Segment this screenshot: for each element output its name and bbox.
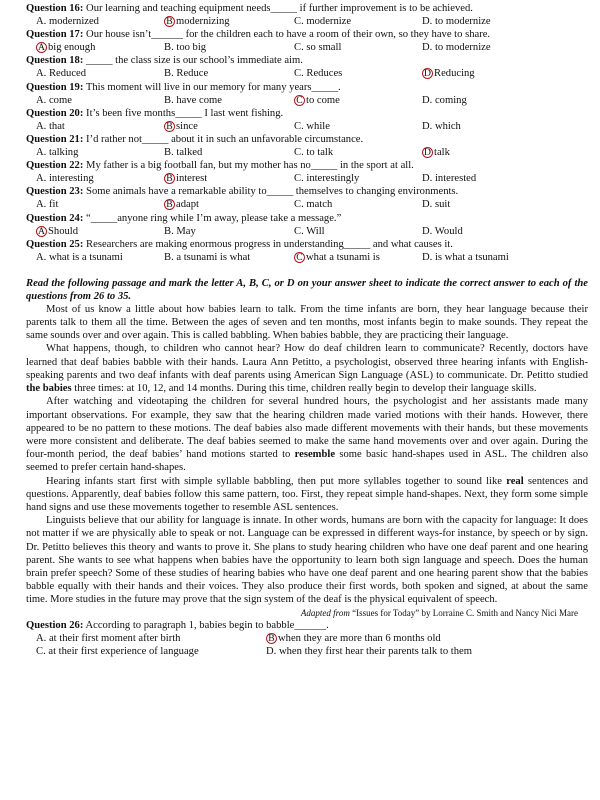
selected-answer-circle: C xyxy=(294,252,305,263)
option-text: when they are more than 6 months old xyxy=(278,632,441,644)
answer-options xyxy=(36,94,588,107)
option-letter: B. xyxy=(164,42,174,54)
answer-option-c[interactable] xyxy=(294,41,422,54)
option-text: modernize xyxy=(306,16,352,28)
para4-part-c: sentences and questions. Apparently, deaf babies follow this same pattern, too. First, they repeat simple hand-shapes. Next, they form some simple hand signs and use these movements together to resemble ASL sentences. xyxy=(26,475,588,513)
option-text: so small xyxy=(306,42,342,54)
passage-paragraph-3 xyxy=(26,395,588,474)
question-18 xyxy=(26,54,588,67)
option-letter: C. xyxy=(294,147,304,159)
answer-options xyxy=(36,225,588,238)
option-letter: A. xyxy=(36,632,47,644)
question-text: According to paragraph 1, babies begin to babble______. xyxy=(85,619,329,631)
answer-option-d[interactable] xyxy=(422,15,491,28)
selected-answer-circle: D xyxy=(422,147,433,158)
option-text: modernizing xyxy=(176,16,230,28)
answer-options xyxy=(36,67,588,80)
question-26-options xyxy=(36,632,588,658)
selected-answer-circle: B xyxy=(164,173,175,184)
option-letter: D. xyxy=(422,120,433,132)
answer-options xyxy=(36,41,588,54)
passage-paragraph-4 xyxy=(26,475,588,515)
option-text: which xyxy=(434,120,461,132)
option-text: Reduced xyxy=(48,68,87,80)
option-text: too big xyxy=(176,42,207,54)
option-letter: B. xyxy=(164,94,174,106)
option-letter: A. xyxy=(36,199,47,211)
option-letter: D. xyxy=(422,173,433,185)
option-text: is what a tsunami xyxy=(434,251,509,263)
option-text: Should xyxy=(48,225,79,237)
option-text: coming xyxy=(434,94,467,106)
para4-part-a: Hearing infants start first with simple syllable babbling, then put more syllables together to sound like xyxy=(46,475,507,487)
option-letter: B. xyxy=(164,147,174,159)
option-text: to modernize xyxy=(434,42,491,54)
selected-answer-circle: B xyxy=(164,16,175,27)
para2-keyword: the babies xyxy=(26,383,72,395)
question-23 xyxy=(26,185,588,198)
para2-part-a: What happens, though, to children who cannot hear? How do deaf children learn to communicate? Recently, doctors have learned that deaf babies babble with their hands. Laura Ann Petitto, a psychologist, observed three hearing infants with English-speaking parents and two deaf infants with deaf parents using American Sign Language (ASL) to communicate. Dr. Petitto studied xyxy=(26,343,588,381)
answer-option-b[interactable] xyxy=(266,632,586,645)
option-letter: C. xyxy=(294,120,304,132)
answer-option-b[interactable] xyxy=(164,146,294,159)
answer-option-b[interactable] xyxy=(164,120,294,133)
question-number: Question 25: xyxy=(26,238,84,250)
option-letter: B. xyxy=(164,225,174,237)
answer-option-c[interactable] xyxy=(294,15,422,28)
para3-part-c: some basic hand-shapes used in ASL. The children also seemed to prefer certain hand-shapes. xyxy=(26,449,588,474)
answer-option-d[interactable] xyxy=(422,251,509,264)
answer-options xyxy=(36,146,588,159)
source-prefix: Adapted from xyxy=(300,607,353,618)
option-text: adapt xyxy=(176,199,199,211)
question-21 xyxy=(26,133,588,146)
option-text: Reduces xyxy=(306,68,343,80)
option-letter: D. xyxy=(422,225,433,237)
option-letter: B. xyxy=(164,251,174,263)
option-text: May xyxy=(176,225,196,237)
answer-option-d[interactable] xyxy=(422,225,463,238)
option-letter: A. xyxy=(36,120,47,132)
selected-answer-circle: B xyxy=(164,199,175,210)
question-20 xyxy=(26,107,588,120)
question-text: _____ the class size is our school’s immediate aim. xyxy=(86,55,303,67)
answer-option-d[interactable] xyxy=(422,146,450,159)
para4-keyword: real xyxy=(506,475,524,487)
selected-answer-circle: C xyxy=(294,95,305,106)
answer-options xyxy=(36,172,588,185)
answer-options xyxy=(36,198,588,211)
option-letter: A. xyxy=(36,16,47,28)
option-text: Would xyxy=(434,225,463,237)
answer-option-c[interactable] xyxy=(294,198,422,211)
option-text: come xyxy=(48,94,72,106)
option-letter: D. xyxy=(422,251,433,263)
option-text: suit xyxy=(434,199,451,211)
question-number: Question 24: xyxy=(26,212,84,224)
answer-option-b[interactable] xyxy=(164,41,294,54)
question-text: Some animals have a remarkable ability to_____ themselves to changing environments. xyxy=(86,186,459,198)
answer-option-a[interactable] xyxy=(36,172,164,185)
answer-option-c[interactable] xyxy=(294,251,422,264)
para3-part-a: After watching and videotaping the children for several hundred hours, the psychologist and her assistants made many important observations. For example, they saw that the hearing children made varied motions with their hands. However, there appeared to be no pattern to these motions. The deaf babies also made different movements with their hands, but these movements were more consistent and deliberate. The deaf babies seemed to make the same hand movements over and over again. During the four-month period, the deaf babies’ hand motions started to xyxy=(26,396,588,461)
selected-answer-circle: B xyxy=(164,121,175,132)
option-text: to come xyxy=(306,94,340,106)
option-letter: D. xyxy=(422,42,433,54)
option-letter: B. xyxy=(164,68,174,80)
answer-option-b[interactable] xyxy=(164,225,294,238)
answer-options xyxy=(36,120,588,133)
selected-answer-circle: A xyxy=(36,226,47,237)
question-number: Question 21: xyxy=(26,133,84,145)
passage-source xyxy=(26,607,578,619)
passage-paragraph-2 xyxy=(26,342,588,395)
para2-part-c: three times: at 10, 12, and 14 months. During this time, children really begin to develop their language skills. xyxy=(71,383,537,395)
answer-option-d[interactable] xyxy=(422,67,475,80)
option-text: match xyxy=(306,199,333,211)
option-text: Will xyxy=(306,225,325,237)
option-text: talking xyxy=(48,147,79,159)
question-22 xyxy=(26,159,588,172)
option-text: when they first hear their parents talk to them xyxy=(278,645,472,657)
option-text: to modernize xyxy=(434,16,491,28)
option-text: interested xyxy=(434,173,477,185)
question-26 xyxy=(26,619,588,632)
answer-option-b[interactable] xyxy=(164,67,294,80)
answer-option-c[interactable] xyxy=(294,146,422,159)
para3-keyword: resemble xyxy=(294,449,336,461)
passage-paragraph-1: Most of us know a little about how babies learn to talk. From the time infants are born, they hear language because their parents talk to them all the time. Between the ages of seven and ten months, most infants begin to make sounds. They repeat the same sounds over and over again. This is called babbling. When babies babble, they are practicing their language. xyxy=(26,303,588,342)
question-text: I’d rather not_____ about it in such an unfavorable circumstance. xyxy=(86,133,364,145)
question-number: Question 20: xyxy=(26,107,84,119)
option-text: big enough xyxy=(48,42,96,54)
option-text: at their first experience of language xyxy=(48,645,199,657)
selected-answer-circle: B xyxy=(266,633,277,644)
option-text: interestingly xyxy=(306,173,360,185)
option-text: talk xyxy=(434,147,450,159)
answer-options xyxy=(36,15,588,28)
option-text: to talk xyxy=(306,147,334,159)
question-text: “_____anyone ring while I’m away, please take a message.” xyxy=(86,212,342,224)
option-text: Reducing xyxy=(434,68,475,80)
selected-answer-circle: D xyxy=(422,68,433,79)
option-letter: C. xyxy=(294,173,304,185)
answer-options xyxy=(36,251,588,264)
option-letter: C. xyxy=(294,68,304,80)
option-text: that xyxy=(48,120,65,132)
option-text: have come xyxy=(176,94,222,106)
answer-option-c[interactable] xyxy=(36,645,266,658)
option-text: what a tsunami is xyxy=(306,251,380,263)
answer-option-a[interactable] xyxy=(36,198,164,211)
option-letter: C. xyxy=(36,645,46,657)
option-letter: C. xyxy=(294,199,304,211)
option-letter: D. xyxy=(422,16,433,28)
option-letter: D. xyxy=(266,645,277,657)
answer-option-b[interactable] xyxy=(164,172,294,185)
question-text: This moment will live in our memory for many years_____. xyxy=(85,81,341,93)
question-16 xyxy=(26,2,588,15)
option-text: Reduce xyxy=(176,68,209,80)
option-text: modernized xyxy=(48,16,99,28)
answer-option-c[interactable] xyxy=(294,172,422,185)
option-letter: A. xyxy=(36,68,47,80)
option-letter: A. xyxy=(36,173,47,185)
passage-instruction: Read the following passage and mark the letter A, B, C, or D on your answer sheet to indicate the correct answer to each of the questions from 26 to 35. xyxy=(26,277,588,302)
answer-option-b[interactable] xyxy=(164,198,294,211)
question-text: It’s been five months_____ I last went fishing. xyxy=(86,107,284,119)
question-number: Question 23: xyxy=(26,186,84,198)
source-authors: by Lorraine C. Smith and Nancy Nici Mare xyxy=(419,607,578,618)
answer-option-a[interactable] xyxy=(36,251,164,264)
answer-option-b[interactable] xyxy=(164,251,294,264)
question-number: Question 19: xyxy=(26,81,84,93)
selected-answer-circle: A xyxy=(36,42,47,53)
question-number: Question 18: xyxy=(26,55,84,67)
question-number: Question 16: xyxy=(26,3,84,14)
option-letter: D. xyxy=(422,199,433,211)
answer-option-a[interactable] xyxy=(36,632,266,645)
option-text: what is a tsunami xyxy=(48,251,123,263)
question-25 xyxy=(26,238,588,251)
answer-option-a[interactable] xyxy=(36,146,164,159)
question-19 xyxy=(26,81,588,94)
answer-option-b[interactable] xyxy=(164,94,294,107)
answer-option-d[interactable] xyxy=(422,94,467,107)
option-letter: A. xyxy=(36,147,47,159)
answer-option-d[interactable] xyxy=(266,645,586,658)
question-number: Question 26: xyxy=(26,619,84,631)
option-letter: C. xyxy=(294,16,304,28)
option-letter: C. xyxy=(294,225,304,237)
answer-option-a[interactable] xyxy=(36,15,164,28)
answer-option-c[interactable] xyxy=(294,94,422,107)
question-text: My father is a big football fan, but my mother has no_____ in the sport at all. xyxy=(86,160,414,172)
answer-option-b[interactable] xyxy=(164,15,294,28)
answer-option-a[interactable] xyxy=(36,120,164,133)
question-text: Our house isn’t______ for the children each to have a room of their own, so they have to share. xyxy=(86,29,491,41)
answer-option-c[interactable] xyxy=(294,225,422,238)
answer-option-d[interactable] xyxy=(422,41,491,54)
question-list xyxy=(26,2,588,264)
option-text: since xyxy=(176,120,198,132)
option-text: at their first moment after birth xyxy=(48,632,181,644)
option-letter: C. xyxy=(294,42,304,54)
question-number: Question 22: xyxy=(26,160,84,172)
answer-option-c[interactable] xyxy=(294,67,422,80)
option-letter: A. xyxy=(36,94,47,106)
question-number: Question 17: xyxy=(26,29,84,41)
option-letter: A. xyxy=(36,251,47,263)
question-24 xyxy=(26,212,588,225)
answer-option-d[interactable] xyxy=(422,120,461,133)
answer-option-a[interactable] xyxy=(36,94,164,107)
option-text: a tsunami is what xyxy=(176,251,251,263)
answer-option-d[interactable] xyxy=(422,198,450,211)
option-text: interest xyxy=(176,173,208,185)
question-17 xyxy=(26,28,588,41)
answer-option-a[interactable] xyxy=(36,41,164,54)
option-text: talked xyxy=(176,147,203,159)
option-text: while xyxy=(306,120,330,132)
answer-option-a[interactable] xyxy=(36,67,164,80)
source-title: “Issues for Today” xyxy=(352,607,420,618)
option-text: interesting xyxy=(48,173,94,185)
option-letter: D. xyxy=(422,94,433,106)
option-text: fit xyxy=(48,199,59,211)
question-text: Researchers are making enormous progress in understanding_____ and what causes it. xyxy=(86,238,453,250)
answer-option-d[interactable] xyxy=(422,172,476,185)
answer-option-c[interactable] xyxy=(294,120,422,133)
question-text: Our learning and teaching equipment needs_____ if further improvement is to be achieved. xyxy=(86,3,473,14)
answer-option-a[interactable] xyxy=(36,225,164,238)
passage-paragraph-5: Linguists believe that our ability for language is innate. In other words, humans are born with the capacity for language: It does not matter if we are physically able to speak or not. Language can be expressed in different ways-for instance, by speech or by sign. Dr. Petitto believes this theory and wants to prove it. She plans to study hearing children who have one deaf parent and one hearing parent. She wants to see what happens when babies have the opportunity to learn both sign language and speech. Does the human brain prefer speech? Some of these studies of hearing babies who have one deaf parent and one hearing parent show that the babies babble equally with their hands and their voices. They also produce their first words, both spoken and signed, at about the same time. More studies in the future may prove that the sign system of the deaf is the physical equivalent of speech. xyxy=(26,515,588,606)
